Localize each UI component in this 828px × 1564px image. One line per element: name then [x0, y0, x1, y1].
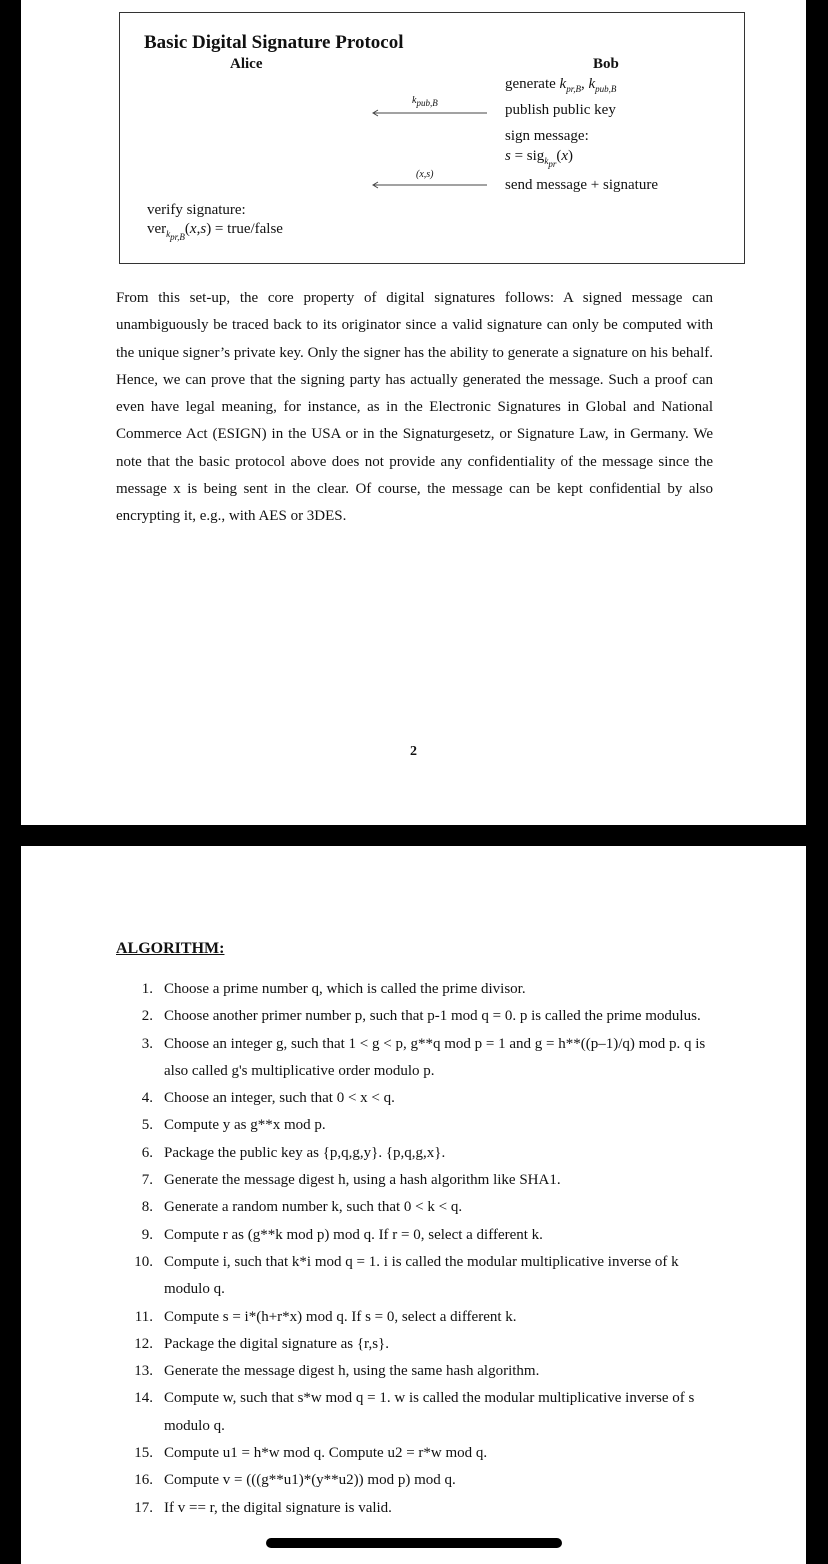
step-number: 11.	[134, 1308, 153, 1325]
step-text: Generate the message digest h, using a hash algorithm like SHA1.	[164, 1172, 561, 1189]
step-text: Choose an integer g, such that 1 < g < p, g**q mod p = 1 and g = h**((p–1)/q) mod p. q is also called g's multiplicative order modulo p.	[164, 1035, 706, 1079]
step-number: 1.	[141, 981, 153, 997]
step-number: 9.	[141, 1226, 153, 1243]
step-number: 8.	[141, 1199, 153, 1216]
bob-send-step: send message + signature	[505, 177, 659, 193]
algorithm-heading: ALGORITHM:	[116, 940, 225, 957]
figure-title: Basic Digital Signature Protocol	[144, 32, 404, 53]
bob-sign-formula: s = sig$_{k_{pr}}$(x)	[505, 148, 573, 169]
step-number: 3.	[141, 1035, 153, 1052]
step-number: 15.	[134, 1445, 153, 1462]
step-text: Compute r as (g**k mod p) mod q. If r = 0, select a different k.	[164, 1226, 543, 1243]
algorithm-step	[116, 1495, 716, 1522]
step-number: 2.	[141, 1008, 153, 1025]
step-text: Generate the message digest h, using the same hash algorithm.	[164, 1363, 540, 1380]
protocol-figure	[119, 12, 745, 264]
algorithm-step	[116, 1358, 716, 1385]
step-number: 13.	[134, 1363, 153, 1380]
step-number: 10.	[134, 1253, 153, 1270]
algorithm-step	[116, 1085, 716, 1112]
page-number: 2	[410, 744, 417, 759]
algorithm-step	[116, 1003, 716, 1030]
bob-publish-step: publish public key	[505, 102, 616, 118]
home-indicator-bar[interactable]	[266, 1538, 562, 1548]
step-text: Package the public key as {p,q,g,y}. {p,q,g,x}.	[164, 1144, 446, 1161]
algorithm-step	[116, 1331, 716, 1358]
bob-generate-step: generate $k_{pr,B}$, $k_{pub,B}$	[505, 76, 617, 94]
algorithm-step	[116, 1194, 716, 1221]
step-text: Compute y as g**x mod p.	[164, 1117, 326, 1134]
arrow-label-public-key: $k_{pub,B}$	[412, 95, 438, 108]
algorithm-step	[116, 1304, 716, 1331]
step-text: Compute u1 = h*w mod q. Compute u2 = r*w mod q.	[164, 1445, 488, 1462]
algorithm-step	[116, 1440, 716, 1467]
step-text: Choose an integer, such that 0 < x < q.	[164, 1090, 395, 1107]
algorithm-step	[116, 976, 716, 1003]
algorithm-step	[116, 1140, 716, 1167]
step-number: 7.	[141, 1172, 153, 1189]
step-number: 6.	[141, 1144, 153, 1161]
algorithm-step	[116, 1385, 716, 1440]
document-page-1	[21, 0, 806, 825]
step-text: Compute v = (((g**u1)*(y**u2)) mod p) mod q.	[164, 1472, 456, 1489]
arrow-message-signature	[370, 180, 487, 190]
step-text: Choose another primer number p, such that p-1 mod q = 0. p is called the prime modulus.	[164, 1008, 701, 1025]
step-number: 16.	[134, 1472, 153, 1489]
step-number: 5.	[141, 1117, 153, 1134]
alice-verify-formula: ver$_{k_{pr,B}}$(x,s) = true/false	[147, 221, 283, 242]
algorithm-step	[116, 1222, 716, 1249]
algorithm-steps-list	[116, 976, 716, 1522]
step-text: Generate a random number k, such that 0 < k < q.	[164, 1199, 463, 1216]
bob-sign-step: sign message:	[505, 128, 589, 144]
body-paragraph: From this set-up, the core property of digital signatures follows: A signed message can unambiguously be traced back to its originator since a valid signature can only be computed with the unique signer’s private key. Only the signer has the ability to generate a signature on his behalf. Hence, we can prove that the signing party has actually generated the message. Such a proof can even have legal meaning, for instance, as in the Electronic Signatures in Global and National Commerce Act (ESIGN) in the USA or in the Signaturgesetz, or Signature Law, in Germany. We note that the basic protocol above does not provide any confidentiality of the message since the message x is being sent in the clear. Of course, the message can be kept confidential by also encrypting it, e.g., with AES or 3DES.	[116, 290, 713, 525]
alice-verify-step: verify signature:	[147, 202, 246, 218]
step-number: 12.	[134, 1335, 153, 1352]
step-number: 14.	[134, 1390, 153, 1407]
arrow-label-message: (x,s)	[416, 169, 434, 180]
algorithm-step	[116, 1167, 716, 1194]
step-number: 4.	[141, 1090, 153, 1107]
bob-label: Bob	[593, 56, 619, 72]
step-text: Compute s = i*(h+r*x) mod q. If s = 0, select a different k.	[164, 1308, 517, 1325]
algorithm-step	[116, 1467, 716, 1494]
document-page-2	[21, 846, 806, 1564]
step-text: If v == r, the digital signature is valid.	[164, 1499, 392, 1516]
step-text: Compute w, such that s*w mod q = 1. w is called the modular multiplicative inverse of s modulo q.	[164, 1390, 695, 1434]
algorithm-step	[116, 1031, 716, 1086]
step-text: Choose a prime number q, which is called the prime divisor.	[164, 981, 526, 997]
step-number: 17.	[134, 1499, 153, 1516]
step-text: Compute i, such that k*i mod q = 1. i is called the modular multiplicative inverse of k modulo q.	[164, 1253, 679, 1298]
step-text: Package the digital signature as {r,s}.	[164, 1335, 389, 1352]
algorithm-step	[116, 1249, 716, 1304]
arrow-public-key	[370, 108, 487, 118]
alice-label: Alice	[230, 56, 263, 72]
algorithm-step	[116, 1112, 716, 1139]
